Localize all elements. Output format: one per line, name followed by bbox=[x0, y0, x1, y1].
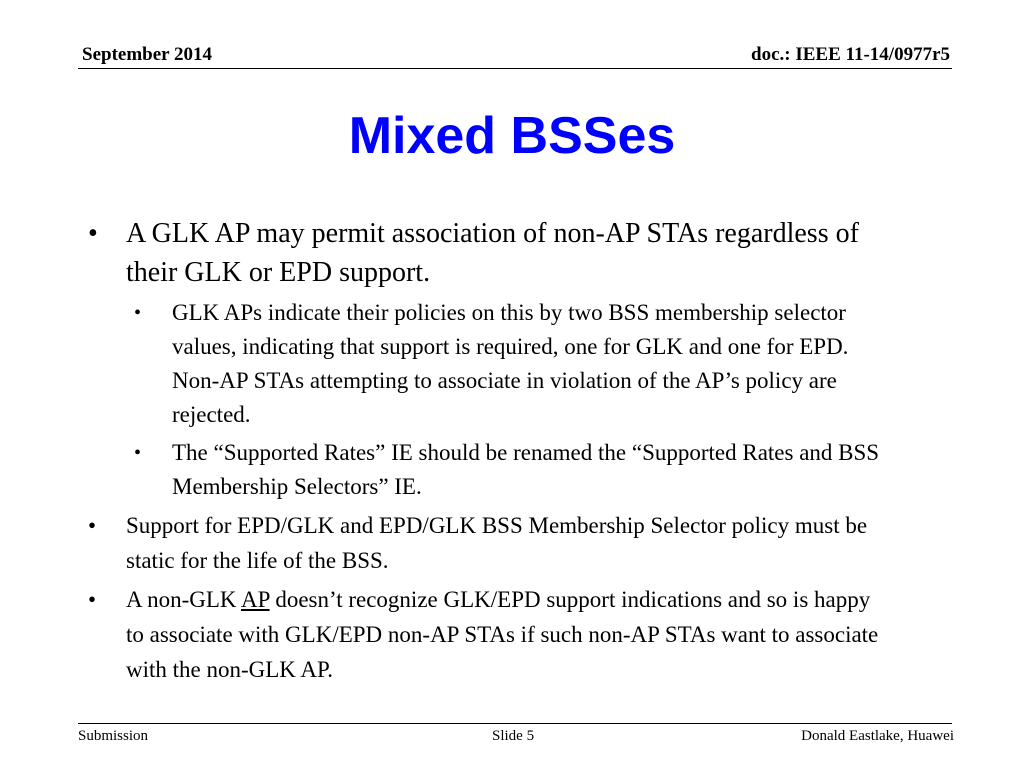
bullet-text-prefix: A non-GLK bbox=[126, 587, 241, 612]
sub-bullet-item bbox=[134, 436, 888, 504]
footer-author: Donald Eastlake, Huawei bbox=[801, 728, 954, 744]
bullet-marker: • bbox=[134, 442, 142, 464]
underlined-term: AP bbox=[241, 587, 270, 612]
bullet-marker: • bbox=[88, 587, 97, 612]
footer-slide-number: Slide 5 bbox=[492, 728, 535, 744]
bullet-marker: • bbox=[134, 302, 142, 324]
footer-divider bbox=[78, 723, 952, 724]
sub-bullet-item bbox=[134, 296, 888, 432]
header-divider bbox=[78, 68, 952, 69]
bullet-marker: • bbox=[88, 218, 98, 249]
bullet-text: A GLK AP may permit association of non-AP STAs regardless of their GLK or EPD support. bbox=[126, 218, 859, 288]
bullet-text: Support for EPD/GLK and EPD/GLK BSS Membership Selector policy must be static for the life of the BSS. bbox=[126, 513, 868, 573]
bullet-text-suffix: doesn’t recognize GLK/EPD support indications and so is happy to associate with GLK/EPD non-AP STAs if such non-AP STAs want to associate with the non-GLK AP. bbox=[126, 587, 879, 682]
sub-bullet-text: The “Supported Rates” IE should be renamed the “Supported Rates and BSS Membership Selectors” IE. bbox=[172, 440, 880, 499]
bullet-item bbox=[88, 508, 888, 578]
bullet-text bbox=[126, 587, 878, 682]
bullet-marker: • bbox=[88, 513, 97, 538]
header-date: September 2014 bbox=[82, 44, 212, 65]
bullet-list bbox=[88, 214, 888, 691]
header-doc-id: doc.: IEEE 11-14/0977r5 bbox=[751, 44, 950, 65]
footer-submission: Submission bbox=[78, 728, 149, 744]
sub-bullet-text: GLK APs indicate their policies on this by two BSS membership selector values, indicating that support is required, one for GLK and one for EPD. Non-AP STAs attempting to associate in violation of the AP’s policy are rejected. bbox=[172, 300, 849, 427]
bullet-item bbox=[88, 582, 888, 687]
slide-title: Mixed BSSes bbox=[348, 107, 676, 165]
bullet-item bbox=[88, 214, 888, 292]
